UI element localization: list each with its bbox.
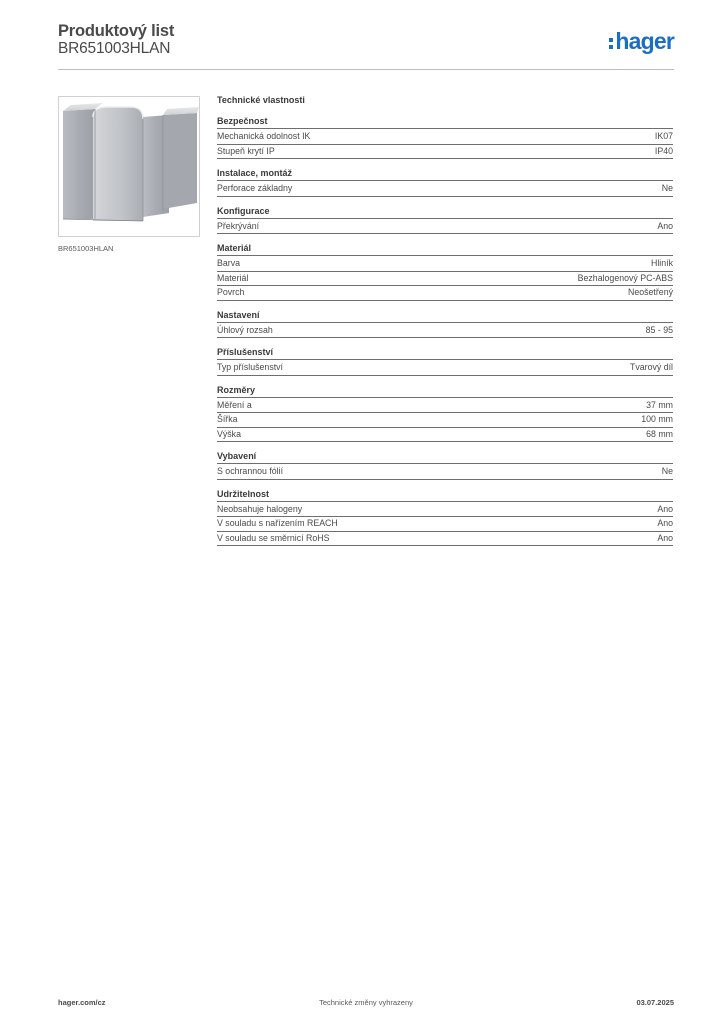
spec-label: Barva bbox=[217, 258, 240, 268]
specs-title: Technické vlastnosti bbox=[217, 95, 305, 105]
spec-row bbox=[217, 272, 673, 287]
spec-label: V souladu s nařízením REACH bbox=[217, 518, 338, 528]
spec-section bbox=[217, 206, 673, 235]
spec-value: Neošetřený bbox=[628, 287, 673, 297]
spec-value: Bezhalogenový PC-ABS bbox=[577, 272, 673, 283]
spec-label: Perforace základny bbox=[217, 183, 293, 193]
product-image bbox=[58, 96, 200, 237]
spec-row bbox=[217, 532, 673, 547]
spec-row bbox=[217, 324, 673, 339]
spec-label: Šířka bbox=[217, 414, 238, 424]
section-title: Příslušenství bbox=[217, 347, 673, 360]
spec-section bbox=[217, 116, 673, 159]
spec-value: IK07 bbox=[654, 131, 673, 141]
section-title: Nastavení bbox=[217, 310, 673, 323]
spec-row bbox=[217, 465, 673, 480]
spec-section bbox=[217, 243, 673, 301]
spec-label: Stupeň krytí IP bbox=[217, 145, 275, 156]
section-title: Udržitelnost bbox=[217, 489, 673, 502]
spec-row bbox=[217, 503, 673, 518]
spec-value: IP40 bbox=[654, 145, 673, 156]
footer-date: 03.07.2025 bbox=[636, 998, 674, 1007]
product-code-title: BR651003HLAN bbox=[58, 40, 171, 57]
footer-website: hager.com/cz bbox=[58, 998, 106, 1007]
hager-logo bbox=[609, 26, 674, 56]
spec-value: Hliník bbox=[651, 258, 673, 268]
product-caption: BR651003HLAN bbox=[58, 244, 114, 253]
spec-row bbox=[217, 257, 673, 272]
spec-value: Ne bbox=[661, 183, 673, 193]
spec-section bbox=[217, 310, 673, 339]
spec-row bbox=[217, 130, 673, 145]
page-header bbox=[58, 20, 674, 70]
technical-specs bbox=[217, 95, 673, 555]
spec-label: Úhlový rozsah bbox=[217, 324, 273, 335]
spec-section bbox=[217, 489, 673, 547]
spec-row bbox=[217, 286, 673, 301]
spec-row bbox=[217, 413, 673, 428]
spec-value: 68 mm bbox=[646, 428, 673, 439]
spec-value: Ano bbox=[657, 532, 673, 543]
spec-value: Ne bbox=[661, 466, 673, 476]
spec-value: Tvarový díl bbox=[629, 362, 673, 372]
spec-sections bbox=[217, 116, 673, 546]
spec-value: Ano bbox=[657, 503, 673, 514]
spec-label: S ochrannou fólií bbox=[217, 466, 284, 476]
spec-label: Výška bbox=[217, 428, 241, 439]
spec-label: Překrývání bbox=[217, 220, 260, 231]
spec-row bbox=[217, 145, 673, 160]
spec-label: Neobsahuje halogeny bbox=[217, 503, 303, 514]
spec-value: Ano bbox=[657, 220, 673, 231]
spec-label: Povrch bbox=[217, 287, 245, 297]
spec-row bbox=[217, 361, 673, 376]
logo-text: hager bbox=[615, 27, 674, 54]
page-title: Produktový list bbox=[58, 22, 175, 40]
section-title: Vybavení bbox=[217, 451, 673, 464]
spec-label: V souladu se směrnicí RoHS bbox=[217, 532, 330, 543]
spec-row bbox=[217, 428, 673, 443]
spec-row bbox=[217, 220, 673, 235]
spec-section bbox=[217, 168, 673, 197]
header-divider bbox=[58, 69, 674, 70]
spec-value: 100 mm bbox=[641, 414, 673, 424]
spec-value: Ano bbox=[657, 518, 673, 528]
spec-value: 85 - 95 bbox=[645, 324, 673, 335]
section-title: Rozměry bbox=[217, 385, 673, 398]
spec-row bbox=[217, 517, 673, 532]
spec-section bbox=[217, 385, 673, 443]
spec-label: Materiál bbox=[217, 272, 249, 283]
footer-disclaimer: Technické změny vyhrazeny bbox=[319, 998, 413, 1007]
section-title: Instalace, montáž bbox=[217, 168, 673, 181]
spec-label: Měření a bbox=[217, 399, 252, 410]
spec-label: Mechanická odolnost IK bbox=[217, 131, 311, 141]
spec-label: Typ příslušenství bbox=[217, 362, 284, 372]
spec-row bbox=[217, 182, 673, 197]
spec-row bbox=[217, 399, 673, 414]
section-title: Konfigurace bbox=[217, 206, 673, 219]
spec-section bbox=[217, 451, 673, 480]
section-title: Materiál bbox=[217, 243, 673, 256]
section-title: Bezpečnost bbox=[217, 116, 673, 129]
spec-value: 37 mm bbox=[646, 399, 673, 410]
spec-section bbox=[217, 347, 673, 376]
corner-duct-image bbox=[59, 97, 199, 236]
logo-mark-icon bbox=[609, 38, 613, 49]
